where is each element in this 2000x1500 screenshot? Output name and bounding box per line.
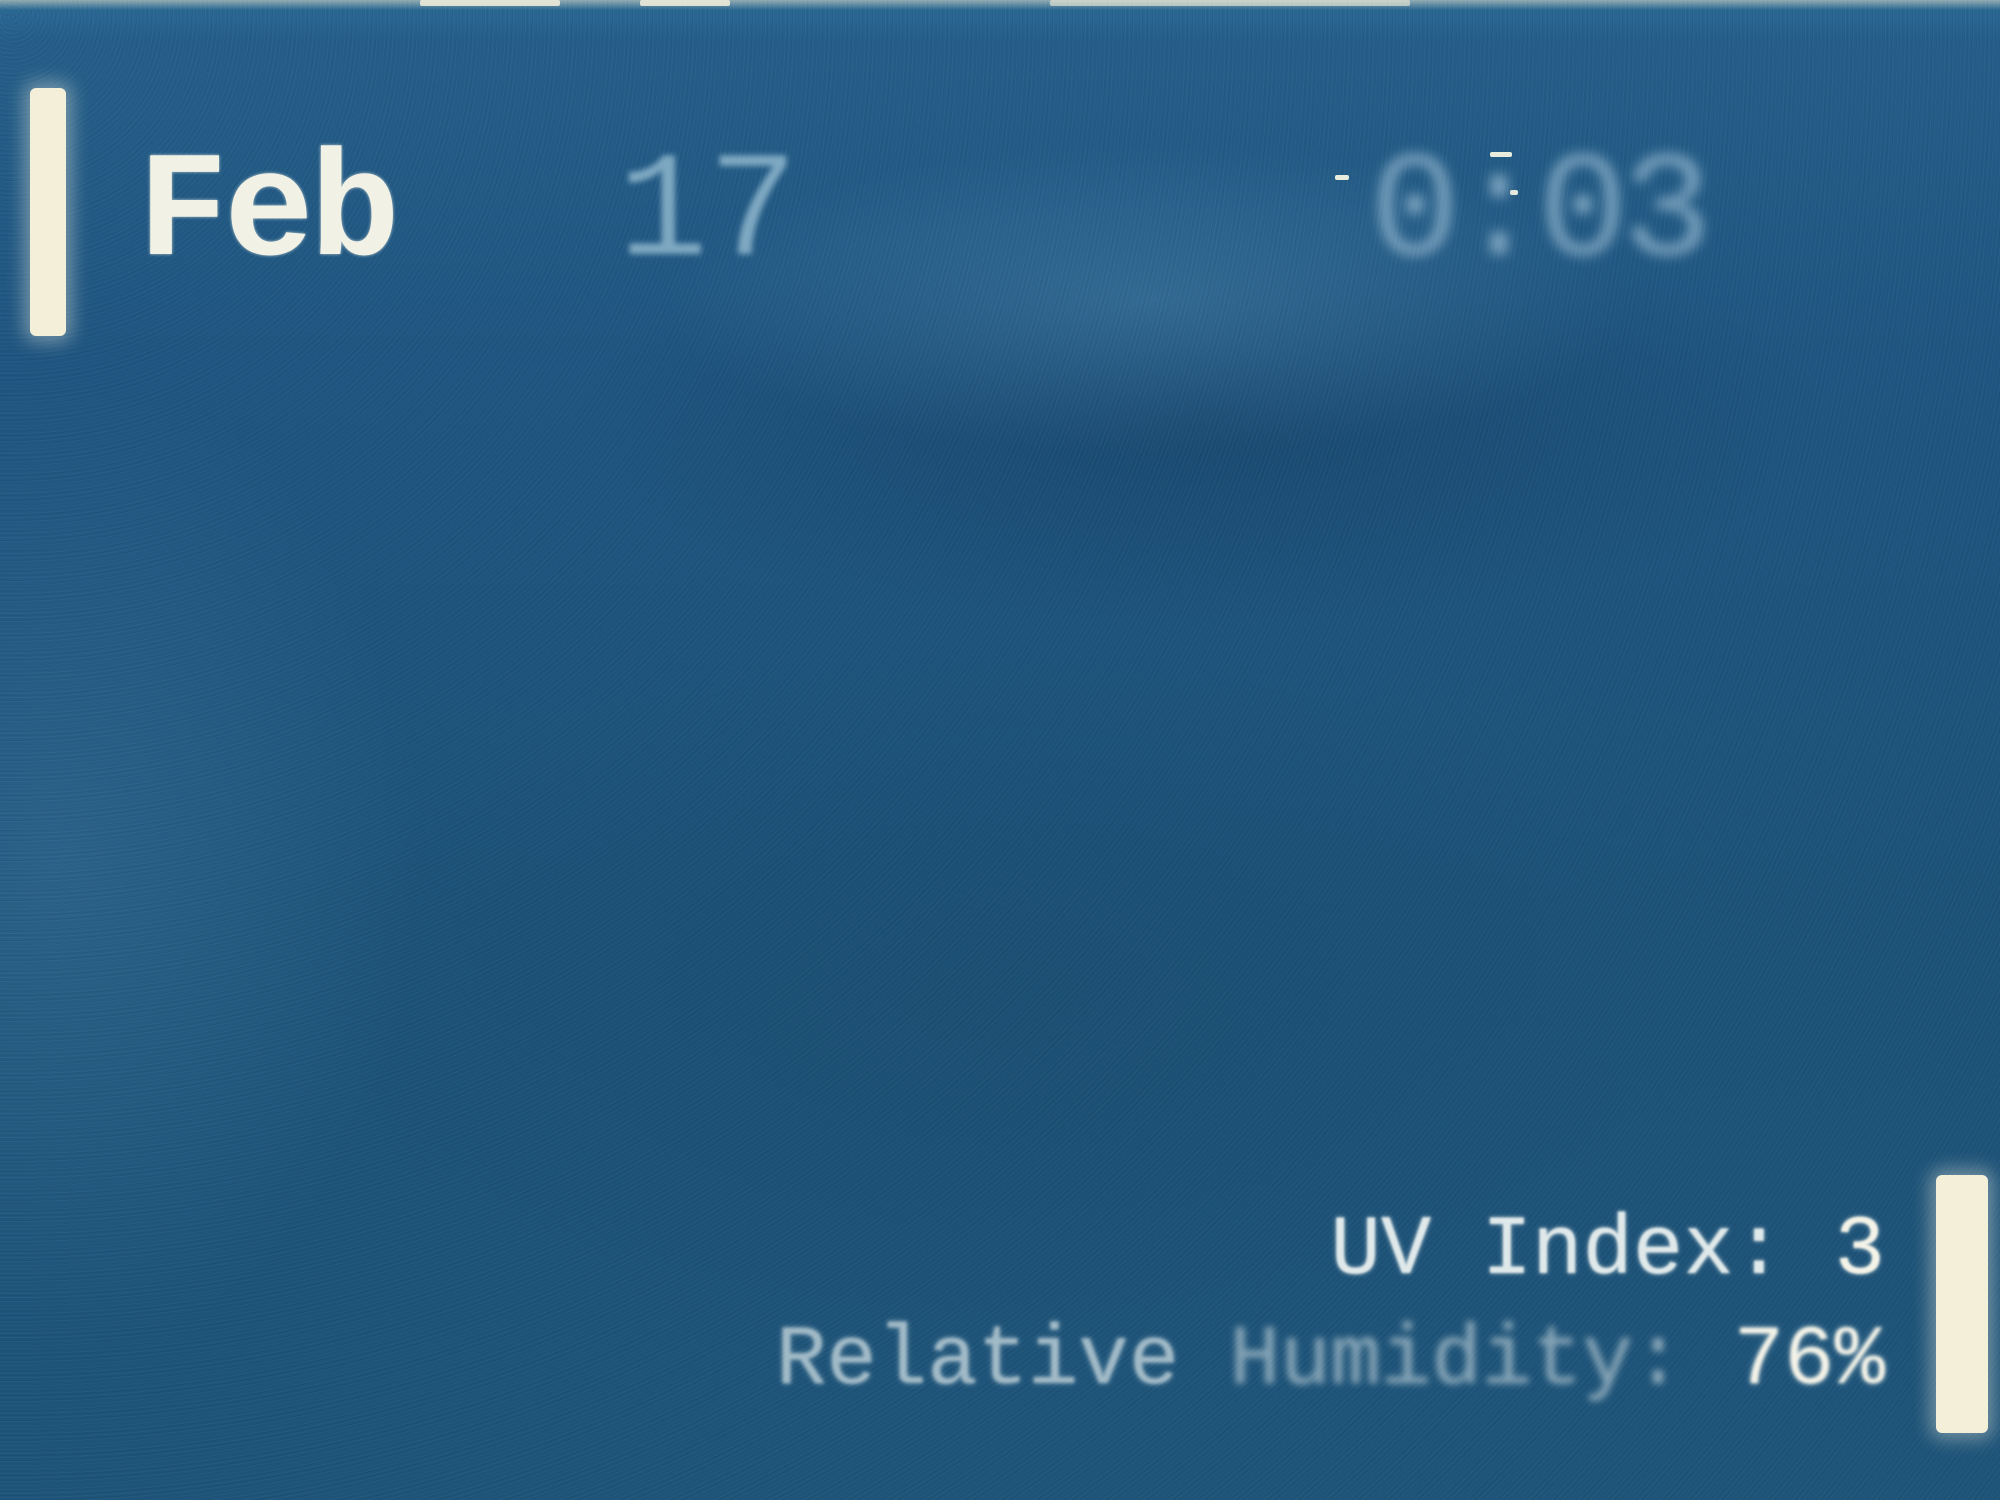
paper-top-edge bbox=[0, 0, 2000, 10]
relative-humidity-reading bbox=[775, 1314, 1885, 1409]
date-month: Feb bbox=[138, 130, 397, 300]
paper-fleck bbox=[420, 0, 560, 6]
paper-fleck bbox=[1050, 0, 1410, 6]
left-registration-tab bbox=[30, 88, 66, 336]
time-stamp: 0:03 bbox=[1370, 130, 1707, 300]
date-day: 17 bbox=[618, 130, 799, 300]
uv-index-reading bbox=[1330, 1204, 1885, 1299]
right-registration-tab bbox=[1936, 1175, 1988, 1433]
paper-fleck bbox=[640, 0, 730, 6]
uv-index-value: 3 bbox=[1834, 1204, 1885, 1299]
relative-humidity-value: 76% bbox=[1733, 1314, 1885, 1409]
uv-index-label: UV Index: bbox=[1330, 1204, 1785, 1299]
speck bbox=[1335, 175, 1349, 180]
relative-humidity-label-part1: Relative bbox=[775, 1314, 1180, 1409]
relative-humidity-label-part2: Humidity: bbox=[1229, 1314, 1684, 1409]
